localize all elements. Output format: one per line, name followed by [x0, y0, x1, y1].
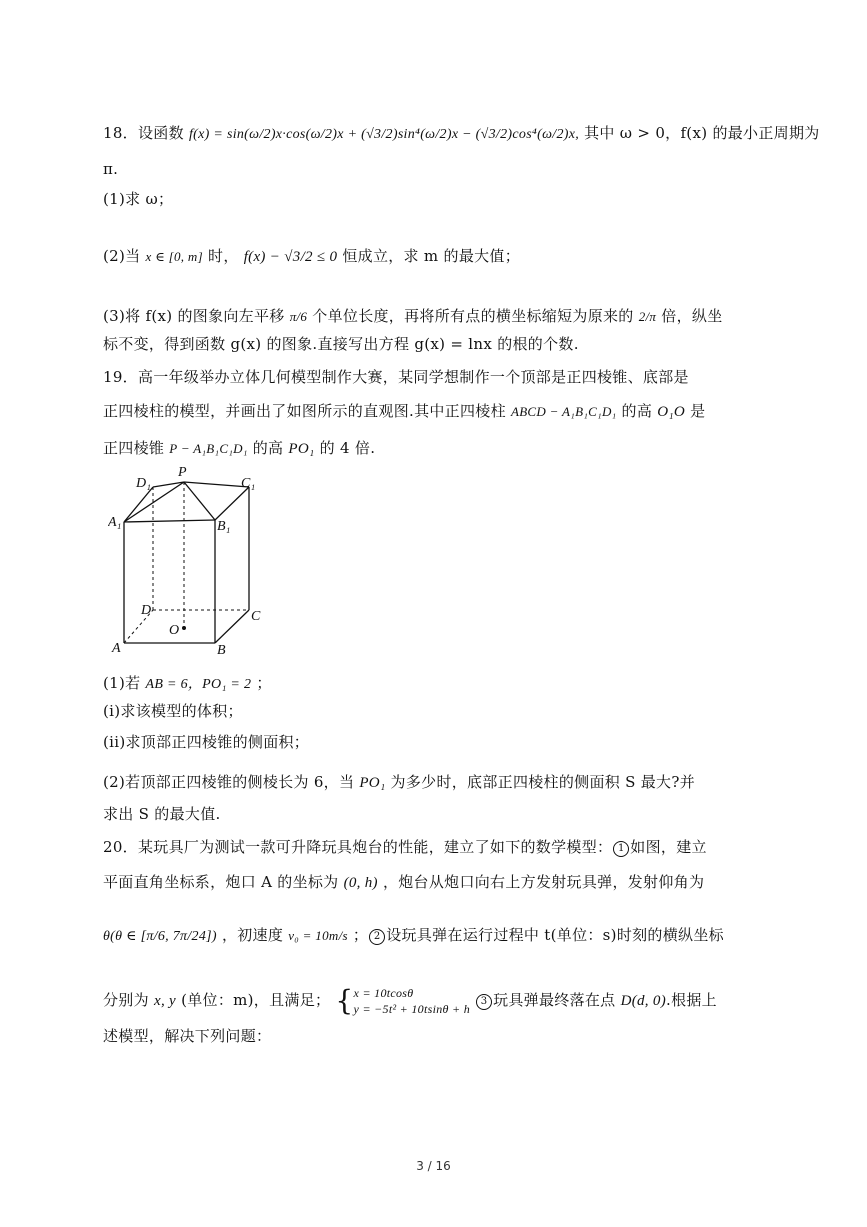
page-number: 3 / 16 — [416, 1159, 451, 1173]
p18-condition-end: π. — [103, 160, 119, 178]
p19-part1-ii: (ii)求顶部正四棱锥的侧面积； — [103, 733, 310, 751]
p18-part2-inequality: f(x) − √3/2 ≤ 0 — [243, 249, 338, 265]
label-a1: A₁ — [108, 515, 122, 530]
system-eq-x: x = 10tcosθ — [353, 986, 414, 1000]
problem-19-part-1-i — [103, 700, 767, 722]
problem-18-part-1 — [103, 188, 767, 210]
problem-19-part-2 — [103, 771, 767, 794]
p19-part2-a: (2)若顶部正四棱锥的侧棱长为 6，当 — [103, 773, 355, 791]
p19-part2-c: 求出 S 的最大值. — [103, 805, 221, 823]
p18-part3-ratio: 2/π — [638, 309, 657, 324]
label-d: D — [141, 603, 152, 618]
problem-19-part-1 — [103, 672, 767, 696]
edge-a1-b1 — [124, 520, 215, 522]
p20-line3b: ； — [352, 926, 369, 944]
problem-20-line-5 — [103, 1025, 767, 1047]
problem-20-line-2 — [103, 871, 767, 894]
p19-line3c: 的 4 倍. — [319, 439, 376, 457]
edge-c1-b1 — [215, 487, 249, 520]
label-c1: C₁ — [241, 476, 256, 491]
p20-line3c: 设玩具弹在运行过程中 t(单位：s)时刻的横纵坐标 — [386, 926, 724, 944]
problem-18-part-2 — [103, 245, 767, 268]
edge-p-b1 — [184, 482, 215, 520]
p18-condition: 其中 ω > 0，f(x) 的最小正周期为 — [584, 124, 820, 142]
p18-formula: f(x) = sin(ω/2)x·cos(ω/2)x + (√3/2)sin⁴(ω/2)x − (√3/2)cos⁴(ω/2)x, — [188, 127, 580, 142]
p18-part3-d: 标不变，得到函数 g(x) 的图象.直接写出方程 g(x) = lnx 的根的个数. — [103, 335, 579, 353]
edge-p-a1 — [124, 482, 184, 522]
p19-line2a: 正四棱柱的模型，并画出了如图所示的直观图.其中正四棱柱 — [103, 402, 506, 420]
prism-pyramid-figure — [108, 462, 278, 658]
p19-part1-prefix: (1)若 — [103, 674, 141, 692]
label-b1: B₁ — [217, 519, 231, 534]
p18-intro: 18．设函数 — [103, 124, 184, 142]
p19-line3a: 正四棱锥 — [103, 439, 165, 457]
p20-line5: 述模型，解决下列问题： — [103, 1027, 272, 1045]
system-brace: { — [335, 984, 354, 1017]
p20-line4c: 玩具弹最终落在点 — [493, 991, 616, 1009]
circled-number-3: 3 — [476, 994, 492, 1010]
problem-20-line-3 — [103, 924, 767, 948]
p19-line2c: 是 — [690, 402, 706, 420]
equation-system — [354, 985, 470, 1017]
p20-line4b: (单位：m)，且满足； — [181, 991, 331, 1009]
problem-19-part-2-cont — [103, 803, 767, 825]
p20-theta: θ(θ ∈ [π/6, 7π/24]) — [103, 929, 217, 944]
p20-line2a: 平面直角坐标系，炮口 A 的坐标为 — [103, 873, 339, 891]
problem-20-line-4 — [103, 980, 767, 1020]
p20-line1b: 如图，建立 — [630, 838, 707, 856]
p18-part3-a: (3)将 f(x) 的图象向左平移 — [103, 307, 285, 325]
problem-19-line-1 — [103, 366, 767, 388]
edge-a1-d1 — [124, 487, 153, 522]
label-o: O — [169, 623, 180, 638]
problem-19-line-3 — [103, 437, 767, 460]
label-a: A — [112, 641, 121, 656]
p18-part1: (1)求 ω； — [103, 190, 174, 208]
p20-xy: x, y — [153, 993, 176, 1009]
edge-b-c — [215, 610, 249, 643]
p18-part2-prefix: (2)当 — [103, 247, 141, 265]
p20-line2b: ，炮台从炮口向右上方发射玩具弹，发射仰角为 — [382, 873, 705, 891]
p19-part2-b: 为多少时，底部正四棱柱的侧面积 S 最大?并 — [390, 773, 696, 791]
problem-19-part-1-ii — [103, 731, 767, 753]
p19-line1: 19．高一年级举办立体几何模型制作大赛，某同学想制作一个顶部是正四棱锥、底部是 — [103, 368, 689, 386]
p18-part2-interval: x ∈ [0, m] — [145, 249, 203, 264]
circled-number-1: 1 — [613, 841, 629, 857]
p20-velocity: v₀ = 10m/s — [288, 928, 348, 943]
label-d1: D₁ — [136, 476, 151, 491]
system-eq-y: y = −5t² + 10tsinθ + h — [353, 1002, 470, 1016]
p19-part2-var: PO₁ — [359, 775, 386, 791]
p19-line3b: 的高 — [252, 439, 284, 457]
p19-prism: ABCD − A₁B₁C₁D₁ — [510, 404, 617, 419]
p20-coord: (0, h) — [343, 875, 378, 891]
p18-part3-shift: π/6 — [289, 309, 308, 324]
problem-18-part-3 — [103, 305, 767, 328]
edge-p-c1 — [184, 482, 249, 487]
circled-number-2: 2 — [369, 929, 385, 945]
p19-line2b: 的高 — [621, 402, 653, 420]
p18-part3-b: 个单位长度，再将所有点的横坐标缩短为原来的 — [312, 307, 634, 325]
label-p: P — [178, 465, 187, 480]
p20-line4d: .根据上 — [666, 991, 717, 1009]
p18-part2-mid: 时， — [208, 247, 239, 265]
p20-line3a: ，初速度 — [221, 926, 284, 944]
p20-line1a: 20．某玩具厂为测试一款可升降玩具炮台的性能，建立了如下的数学模型： — [103, 838, 613, 856]
p20-point-d: D(d, 0) — [620, 993, 666, 1009]
problem-18-part-3-cont — [103, 333, 767, 355]
p19-prism-height: O₁O — [657, 404, 685, 420]
problem-18-line-1 — [103, 122, 820, 146]
p19-part1-i: (i)求该模型的体积； — [103, 702, 243, 720]
problem-20-line-1 — [103, 836, 767, 858]
p19-part1-suffix: ； — [256, 674, 272, 692]
problem-18-line-2 — [103, 158, 767, 180]
problem-19-line-2 — [103, 400, 767, 423]
p18-part3-c: 倍，纵坐 — [661, 307, 723, 325]
point-o — [182, 626, 186, 630]
p19-pyramid: P − A₁B₁C₁D₁ — [169, 441, 248, 456]
p19-part1-given: AB = 6，PO₁ = 2 — [145, 677, 252, 692]
p19-pyramid-height: PO₁ — [288, 441, 315, 457]
label-b: B — [217, 643, 226, 658]
label-c: C — [251, 609, 261, 624]
p18-part2-suffix: 恒成立，求 m 的最大值； — [342, 247, 521, 265]
p20-line4a: 分别为 — [103, 991, 149, 1009]
